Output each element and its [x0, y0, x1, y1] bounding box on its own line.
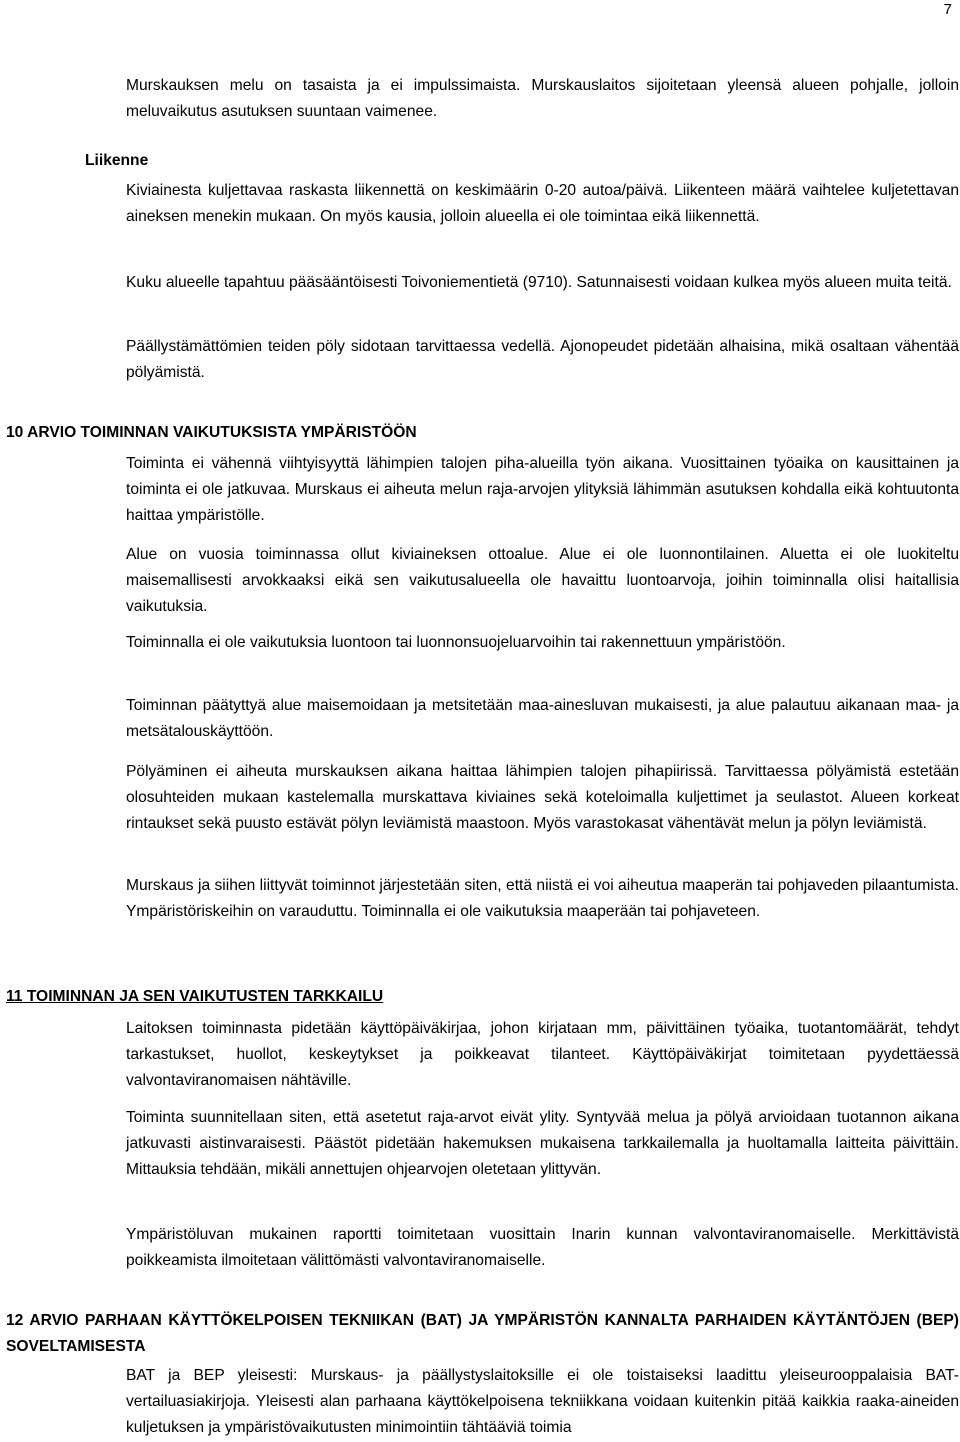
section-11-heading: 11 TOIMINNAN JA SEN VAIKUTUSTEN TARKKAILU [6, 988, 384, 1005]
section-10-paragraph: Toiminnan päätyttyä alue maisemoidaan ja metsitetään maa-ainesluvan mukaisesti, ja alue palautuu aikanaan maa- ja metsätalouskäyttöön. [126, 697, 959, 740]
section-11-paragraph: Laitoksen toiminnasta pidetään käyttöpäiväkirjaa, johon kirjataan mm, päivittäinen työaika, tuotantomäärät, tehdyt tarkastukset, huollot, keskeytykset ja poikkeavat tilanteet. Käyttöpäiväkirjat toimitetaan pyydettäessä valvontaviranomaisen nähtäville. [126, 1020, 959, 1089]
traffic-paragraph: Päällystämättömien teiden pöly sidotaan tarvittaessa vedellä. Ajonopeudet pidetään alhaisina, mikä osaltaan vähentää pölyämistä. [126, 338, 959, 381]
section-10-paragraph: Toiminta ei vähennä viihtyisyyttä lähimpien talojen piha-alueilla työn aikana. Vuosittainen työaika on kausittainen ja toiminta ei ole jatkuvaa. Murskaus ei aiheuta melun raja-arvojen ylityksiä lähimmän asutuksen kohdalla eikä kohtuutonta haittaa ympäristölle. [126, 455, 959, 524]
section-12-paragraph: BAT ja BEP yleisesti: Murskaus- ja päällystyslaitoksille ei ole toistaiseksi laadittu yleiseurooppalaisia BAT-vertailuasiakirjoja. Yleisesti alan parhaana käyttökelpoisena tekniikkana voidaan kuitenkin pitää kaikkia raaka-aineiden kuljetuksen ja ympäristövaikutusten minimointiin tähtääviä toimia [126, 1367, 959, 1436]
section-10-paragraph: Murskaus ja siihen liittyvät toiminnot järjestetään siten, että niistä ei voi aiheutua maaperän tai pohjaveden pilaantumista. Ympäristöriskeihin on varauduttu. Toiminnalla ei ole vaikutuksia maaperään tai pohjaveteen. [126, 877, 959, 920]
noise-paragraph: Murskauksen melu on tasaista ja ei impulssimaista. Murskauslaitos sijoitetaan yleensä alueen pohjalle, jolloin meluvaikutus asutuksen suuntaan vaimenee. [126, 77, 959, 120]
section-11-paragraph: Ympäristöluvan mukainen raportti toimitetaan vuosittain Inarin kunnan valvontaviranomaiselle. Merkittävistä poikkeamista ilmoitetaan välittömästi valvontaviranomaiselle. [126, 1226, 959, 1269]
section-11-paragraph: Toiminta suunnitellaan siten, että asetetut raja-arvot eivät ylity. Syntyvää melua ja pölyä arvioidaan tuotannon aikana jatkuvasti aistinvaraisesti. Päästöt pidetään hakemuksen mukaisena tarkkailemalla ja huoltamalla laitteita päivittäin. Mittauksia tehdään, mikäli annettujen ohjearvojen oletetaan ylittyvän. [126, 1109, 959, 1178]
page-number: 7 [943, 1, 952, 18]
section-10-paragraph: Toiminnalla ei ole vaikutuksia luontoon tai luonnonsuojeluarvoihin tai rakennettuun ympäristöön. [126, 634, 786, 651]
traffic-subheading: Liikenne [85, 152, 149, 169]
traffic-paragraph: Kuku alueelle tapahtuu pääsääntöisesti Toivoniementietä (9710). Satunnaisesti voidaan kulkea myös alueen muita teitä. [126, 274, 952, 291]
section-10-heading: 10 ARVIO TOIMINNAN VAIKUTUKSISTA YMPÄRISTÖÖN [6, 424, 417, 441]
section-12-heading: 12 ARVIO PARHAAN KÄYTTÖKELPOISEN TEKNIIKAN (BAT) JA YMPÄRISTÖN KANNALTA PARHAIDEN KÄYTÄNTÖJEN (BEP) SOVELTAMISESTA [6, 1312, 959, 1355]
section-10-paragraph: Pölyäminen ei aiheuta murskauksen aikana haittaa lähimpien talojen pihapiirissä. Tarvittaessa pölyämistä estetään olosuhteiden mukaan kastelemalla murskattava kiviaines sekä koteloimalla kuljettimet ja seulastot. Alueen korkeat rintaukset sekä puusto estävät pölyn leviämistä maastoon. Myös varastokasat vähentävät melun ja pölyn leviämistä. [126, 763, 959, 832]
traffic-paragraph: Kiviainesta kuljettavaa raskasta liikennettä on keskimäärin 0-20 autoa/päivä. Liikenteen määrä vaihtelee kuljetettavan aineksen menekin mukaan. On myös kausia, jolloin alueella ei ole toimintaa eikä liikennettä. [126, 182, 959, 225]
section-10-paragraph: Alue on vuosia toiminnassa ollut kiviaineksen ottoalue. Alue ei ole luonnontilainen. Aluetta ei ole luokiteltu maisemallisesti arvokkaaksi eikä sen vaikutusalueella ole havaittu luontoarvoja, joihin toiminnalla olisi haitallisia vaikutuksia. [126, 546, 959, 615]
